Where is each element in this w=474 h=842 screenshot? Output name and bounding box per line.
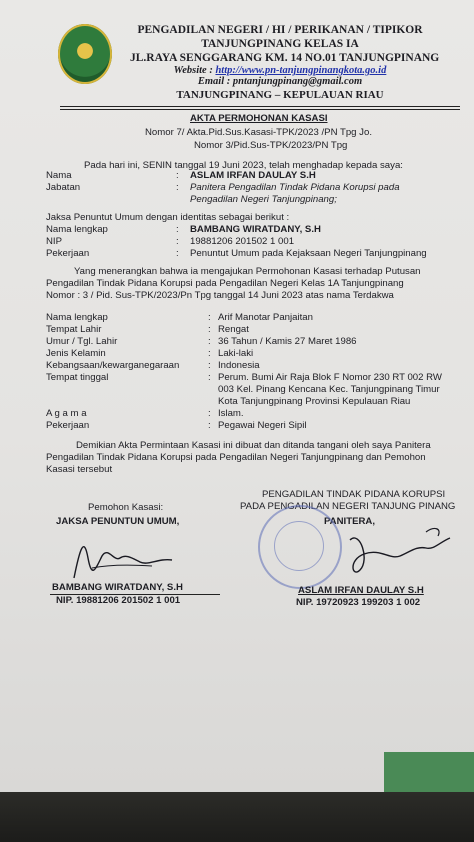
applicant-title: JAKSA PENUNTUN UMUM, (56, 516, 180, 527)
defendant-name-value: Arif Manotar Panjaitan (218, 312, 313, 323)
statement-line-1: Yang menerangkan bahwa ia mengajukan Permohonan Kasasi terhadap Putusan (74, 266, 421, 277)
document-title: AKTA PERMOHONAN KASASI (190, 113, 328, 124)
header-line1: PENGADILAN NEGERI / HI / PERIKANAN / TIPIKOR (137, 24, 423, 36)
officer-name-label: Nama (46, 170, 72, 181)
defendant-religion-label: A g a m a (46, 408, 87, 419)
clerk-signature (330, 520, 460, 590)
defendant-job-label: Pekerjaan (46, 420, 90, 431)
intro-text: Pada hari ini, SENIN tanggal 19 Juni 2023, telah menghadap kepada saya: (84, 160, 403, 171)
defendant-address-value-2: 003 Kel. Pinang Kencana Kec. Tanjungpinang Timur (218, 384, 440, 395)
closing-line-3: Kasasi tersebut (46, 464, 113, 475)
applicant-nip: NIP. 19881206 201502 1 001 (56, 595, 181, 606)
defendant-job-value: Pegawai Negeri Sipil (218, 420, 307, 431)
statement-line-2: Pengadilan Tindak Pidana Korupsi pada Pengadilan Negeri Kelas 1A Tanjungpinang (46, 278, 404, 289)
clerk-institution-2: PADA PENGADILAN NEGERI TANJUNG PINANG (240, 501, 456, 512)
defendant-address-label: Tempat tinggal (46, 372, 109, 383)
background-table (0, 792, 474, 842)
prosecutor-name-value: BAMBANG WIRATDANY, S.H (190, 224, 321, 235)
green-folder-edge (384, 752, 474, 792)
prosecutor-nip-value: 19881206 201502 1 001 (190, 236, 295, 247)
officer-name-value: ASLAM IRFAN DAULAY S.H (190, 170, 316, 181)
closing-line-2: Pengadilan Tindak Pidana Korupsi pada Pengadilan Negeri Tanjungpinang dan Pemohon (46, 452, 426, 463)
defendant-nationality-label: Kebangsaan/kewarganegaraan (46, 360, 180, 371)
defendant-name-label: Nama lengkap (46, 312, 108, 323)
prosecutor-intro: Jaksa Penuntut Umum dengan identitas sebagai berikut : (46, 212, 290, 223)
defendant-gender-value: Laki-laki (218, 348, 254, 359)
document-page: PENGADILAN NEGERI / HI / PERIKANAN / TIPIKOR TANJUNGPINANG KELAS IA JL.RAYA SENGGARANG KM. 14 NO.01 TANJUNGPINANG Website : http://www.pn-tanjungpinangkota.go.id Email : pntanjungpinang@gmail.com TANJUNGPINANG – KEPULAUAN RIAU AKTA PERMOHONAN KASASI Nomor 7/ Akta.Pid.Sus.Kasasi-TPK/2023 /PN Tpg Jo. Nomor 3/Pid.Sus-TPK/2023/PN Tpg Pada hari ini, SENIN tanggal 19 Juni 2023, telah menghadap kepada saya: Nama : ASLAM IRFAN DAULAY S.H Jabatan : Panitera Pengadilan Tindak Pidana Korupsi pada Pengadilan Negeri Tanjungpinang; Jaksa Penuntut Umum dengan identitas sebagai berikut : Nama lengkap : BAMBANG WIRATDANY, S.H NIP : 19881206 201502 1 001 Pekerjaan : Penuntut Umum pada Kejaksaan Negeri Tanjungpinang Yang menerangkan bahwa ia mengajukan Permohonan Kasasi terhadap Putusan Pengadilan Tindak Pidana Korupsi pada Pengadilan Negeri Kelas 1A Tanjungpinang Nomor : 3 / Pid. Sus-TPK/2023/Pn Tpg tanggal 14 Juni 2023 atas nama Terdakwa Nama lengkap : Arif Manotar Panjaitan Tempat Lahir : Rengat Umur / Tgl. Lahir : 36 Tahun / Kamis 27 Maret 1986 Jenis Kelamin : Laki-laki Kebangsaan/kewarganegaraan : Indonesia Tempat tinggal : Perum. Bumi Air Raja Blok F Nomor 230 RT 002 RW 003 Kel. Pinang Kencana Kec. Tanjungpinang Timur Kota Tanjungpinang Provinsi Kepulauan Riau A g a m a : Islam. Pekerjaan : Pegawai Negeri Sipil Demikian Akta Permintaan Kasasi ini dibuat dan ditanda tangani oleh saya Panitera Pengadilan Tindak Pidana Korupsi pada Pengadilan Negeri Tanjungpinang dan Pemohon Kasasi tersebut Pemohon Kasasi: JAKSA PENUNTUN UMUM, BAMBANG WIRATDANY, S.H NIP. 19881206 201502 1 001 PENGADILAN TINDAK PIDANA KORUPSI PADA PENGADILAN NEGERI TANJUNG PINANG PANITERA, ASLAM IRFAN DAULAY S.H NIP. 19720923 199203 1 002 (0, 0, 474, 792)
defendant-birthplace-value: Rengat (218, 324, 249, 335)
header-divider (60, 106, 460, 107)
header-divider-thin (60, 109, 460, 110)
header-line2: TANJUNGPINANG KELAS IA (201, 38, 359, 50)
defendant-age-label: Umur / Tgl. Lahir (46, 336, 118, 347)
document-number-2: Nomor 3/Pid.Sus-TPK/2023/PN Tpg (194, 140, 348, 151)
prosecutor-job-label: Pekerjaan (46, 248, 90, 259)
defendant-gender-label: Jenis Kelamin (46, 348, 106, 359)
website-link[interactable]: http://www.pn-tanjungpinangkota.go.id (215, 65, 387, 76)
document-number-1: Nomor 7/ Akta.Pid.Sus.Kasasi-TPK/2023 /PN Tpg Jo. (145, 127, 372, 138)
applicant-name: BAMBANG WIRATDANY, S.H (52, 582, 183, 593)
defendant-religion-value: Islam. (218, 408, 244, 419)
prosecutor-name-label: Nama lengkap (46, 224, 108, 235)
defendant-nationality-value: Indonesia (218, 360, 260, 371)
defendant-age-value: 36 Tahun / Kamis 27 Maret 1986 (218, 336, 357, 347)
header-website: Website : http://www.pn-tanjungpinangkota.go.id (173, 65, 387, 76)
officer-position-value-1: Panitera Pengadilan Tindak Pidana Korupsi pada (190, 182, 400, 193)
defendant-birthplace-label: Tempat Lahir (46, 324, 102, 335)
defendant-address-value-1: Perum. Bumi Air Raja Blok F Nomor 230 RT 002 RW (218, 372, 442, 383)
clerk-name: ASLAM IRFAN DAULAY S.H (298, 585, 424, 596)
header-line3: JL.RAYA SENGGARANG KM. 14 NO.01 TANJUNGPINANG (130, 52, 440, 64)
clerk-institution-1: PENGADILAN TINDAK PIDANA KORUPSI (262, 489, 446, 500)
closing-line-1: Demikian Akta Permintaan Kasasi ini dibuat dan ditanda tangani oleh saya Panitera (76, 440, 431, 451)
officer-position-value-2: Pengadilan Negeri Tanjungpinang; (190, 194, 337, 205)
applicant-label: Pemohon Kasasi: (88, 502, 164, 513)
applicant-signature (62, 528, 182, 588)
clerk-title: PANITERA, (324, 516, 375, 527)
prosecutor-nip-label: NIP (46, 236, 62, 247)
header-email: Email : pntanjungpinang@gmail.com (197, 76, 363, 87)
header-line6: TANJUNGPINANG – KEPULAUAN RIAU (176, 89, 384, 101)
defendant-address-value-3: Kota Tanjungpinang Provinsi Kepulauan Riau (218, 396, 411, 407)
prosecutor-job-value: Penuntut Umum pada Kejaksaan Negeri Tanjungpinang (190, 248, 427, 259)
officer-position-label: Jabatan (46, 182, 81, 193)
clerk-nip: NIP. 19720923 199203 1 002 (296, 597, 421, 608)
court-logo (58, 24, 112, 84)
statement-line-3: Nomor : 3 / Pid. Sus-TPK/2023/Pn Tpg tanggal 14 Juni 2023 atas nama Terdakwa (46, 290, 394, 301)
